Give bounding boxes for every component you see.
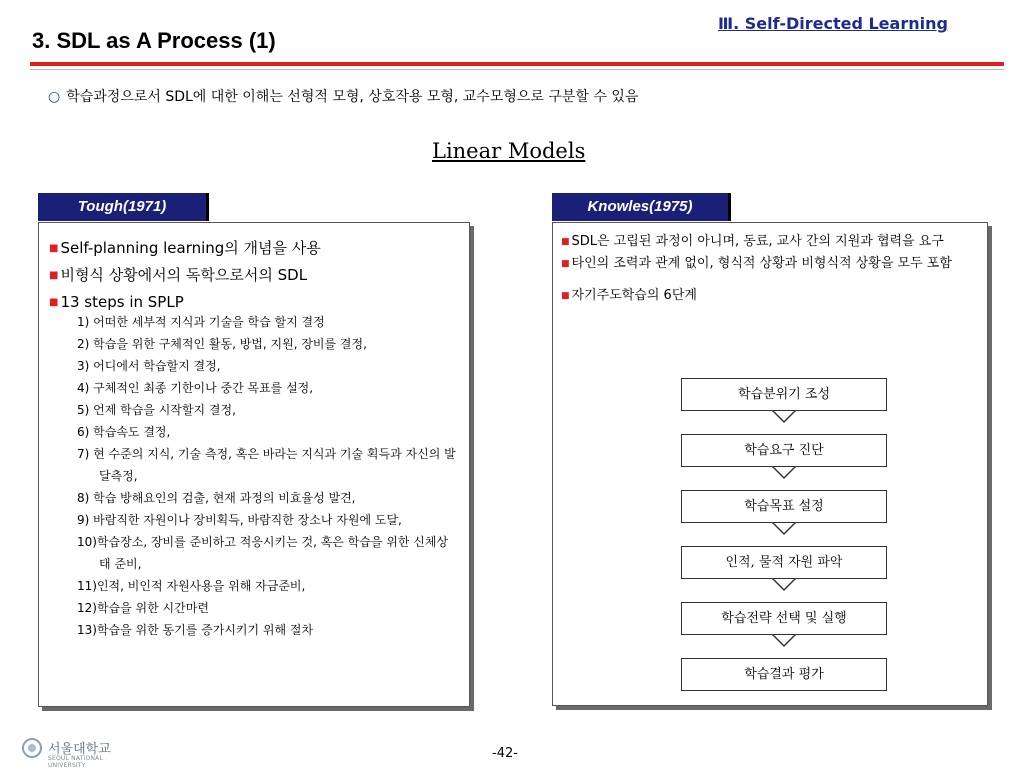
- stage-box: 학습전략 선택 및 실행: [681, 602, 887, 635]
- square-bullet-icon: ■: [49, 270, 59, 281]
- knowles-bullet-list: [561, 231, 979, 307]
- stage-box: 학습요구 진단: [681, 434, 887, 467]
- step-item: 3) 어디에서 학습할지 결정,: [77, 359, 221, 373]
- title-divider: [30, 62, 1004, 66]
- step-item: 9) 바람직한 자원이나 장비획득, 바람직한 장소나 자원에 도달,: [77, 513, 402, 527]
- down-arrow-fill: [774, 579, 794, 589]
- step-item: 11)인적, 비인적 자원사용을 위해 자금준비,: [77, 579, 306, 593]
- university-logo: [22, 738, 142, 769]
- step-item: 5) 언제 학습을 시작할지 결정,: [77, 403, 236, 417]
- section-title: Ⅲ. Self-Directed Learning: [718, 14, 948, 33]
- splp-steps-list: [77, 311, 461, 641]
- university-seal-icon: [22, 738, 42, 758]
- list-item: ■ Self-planning learning의 개념을 사용: [49, 239, 321, 257]
- step-item: 12)학습을 위한 시간마련: [77, 601, 209, 615]
- intro-line: [48, 86, 638, 106]
- step-item: 2) 학습을 위한 구체적인 활동, 방법, 지원, 장비를 결정,: [77, 337, 367, 351]
- step-item: 8) 학습 방해요인의 검출, 현재 과정의 비효율성 발견,: [77, 491, 356, 505]
- square-bullet-icon: ■: [49, 297, 59, 308]
- list-item: ■ 13 steps in SPLP: [49, 293, 184, 311]
- step-item: 10)학습장소, 장비를 준비하고 적응시키는 것, 혹은 학습을 위한 신체상 태 준비,: [77, 535, 449, 571]
- tough-panel: [38, 222, 470, 707]
- list-item: ■ SDL은 고립된 과정이 아니며, 동료, 교사 간의 지원과 협력을 요구: [561, 234, 944, 249]
- stage-box: 인적, 물적 자원 파악: [681, 546, 887, 579]
- title-divider-thin: [30, 69, 1004, 70]
- square-bullet-icon: ■: [49, 243, 59, 254]
- down-arrow-fill: [774, 523, 794, 533]
- step-item: 7) 현 수준의 지식, 기술 측정, 혹은 바라는 지식과 기술 획득과 자신의 발달측정,: [77, 447, 456, 483]
- square-bullet-icon: ■: [561, 237, 570, 247]
- stage-box: 학습목표 설정: [681, 490, 887, 523]
- circle-bullet-icon: ○: [48, 89, 61, 105]
- linear-models-heading: Linear Models: [432, 139, 586, 163]
- knowles-panel: [552, 222, 988, 706]
- list-item: ■ 타인의 조력과 관계 없이, 형식적 상황과 비형식적 상황을 모두 포함: [561, 256, 952, 271]
- square-bullet-icon: ■: [561, 259, 570, 269]
- list-item: ■ 자기주도학습의 6단계: [561, 288, 697, 303]
- square-bullet-icon: ■: [561, 291, 570, 301]
- step-item: 13)학습을 위한 동기를 증가시키기 위해 절차: [77, 623, 314, 637]
- step-item: 4) 구체적인 최종 기한이나 중간 목표를 설정,: [77, 381, 314, 395]
- logo-name-english: SEOUL NATIONAL UNIVERSITY: [48, 755, 103, 769]
- slide-title: 3. SDL as A Process (1): [32, 28, 276, 53]
- down-arrow-fill: [774, 411, 794, 421]
- down-arrow-fill: [774, 467, 794, 477]
- knowles-tab: Knowles(1975): [552, 193, 728, 221]
- tough-tab: Tough(1971): [38, 193, 206, 221]
- stage-box: 학습결과 평가: [681, 658, 887, 691]
- list-item: ■ 비형식 상황에서의 독학으로서의 SDL: [49, 266, 308, 284]
- stage-box: 학습분위기 조성: [681, 378, 887, 411]
- step-item: 6) 학습속도 결정,: [77, 425, 171, 439]
- logo-name-korean: 서울대학교: [48, 742, 111, 757]
- down-arrow-fill: [774, 635, 794, 645]
- intro-text: 학습과정으로서 SDL에 대한 이해는 선형적 모형, 상호작용 모형, 교수모형으로 구분할 수 있음: [66, 89, 639, 105]
- tough-bullet-list: [49, 235, 321, 316]
- page-number: -42-: [492, 746, 518, 761]
- step-item: 1) 어떠한 세부적 지식과 기술을 학습 할지 결정: [77, 315, 325, 329]
